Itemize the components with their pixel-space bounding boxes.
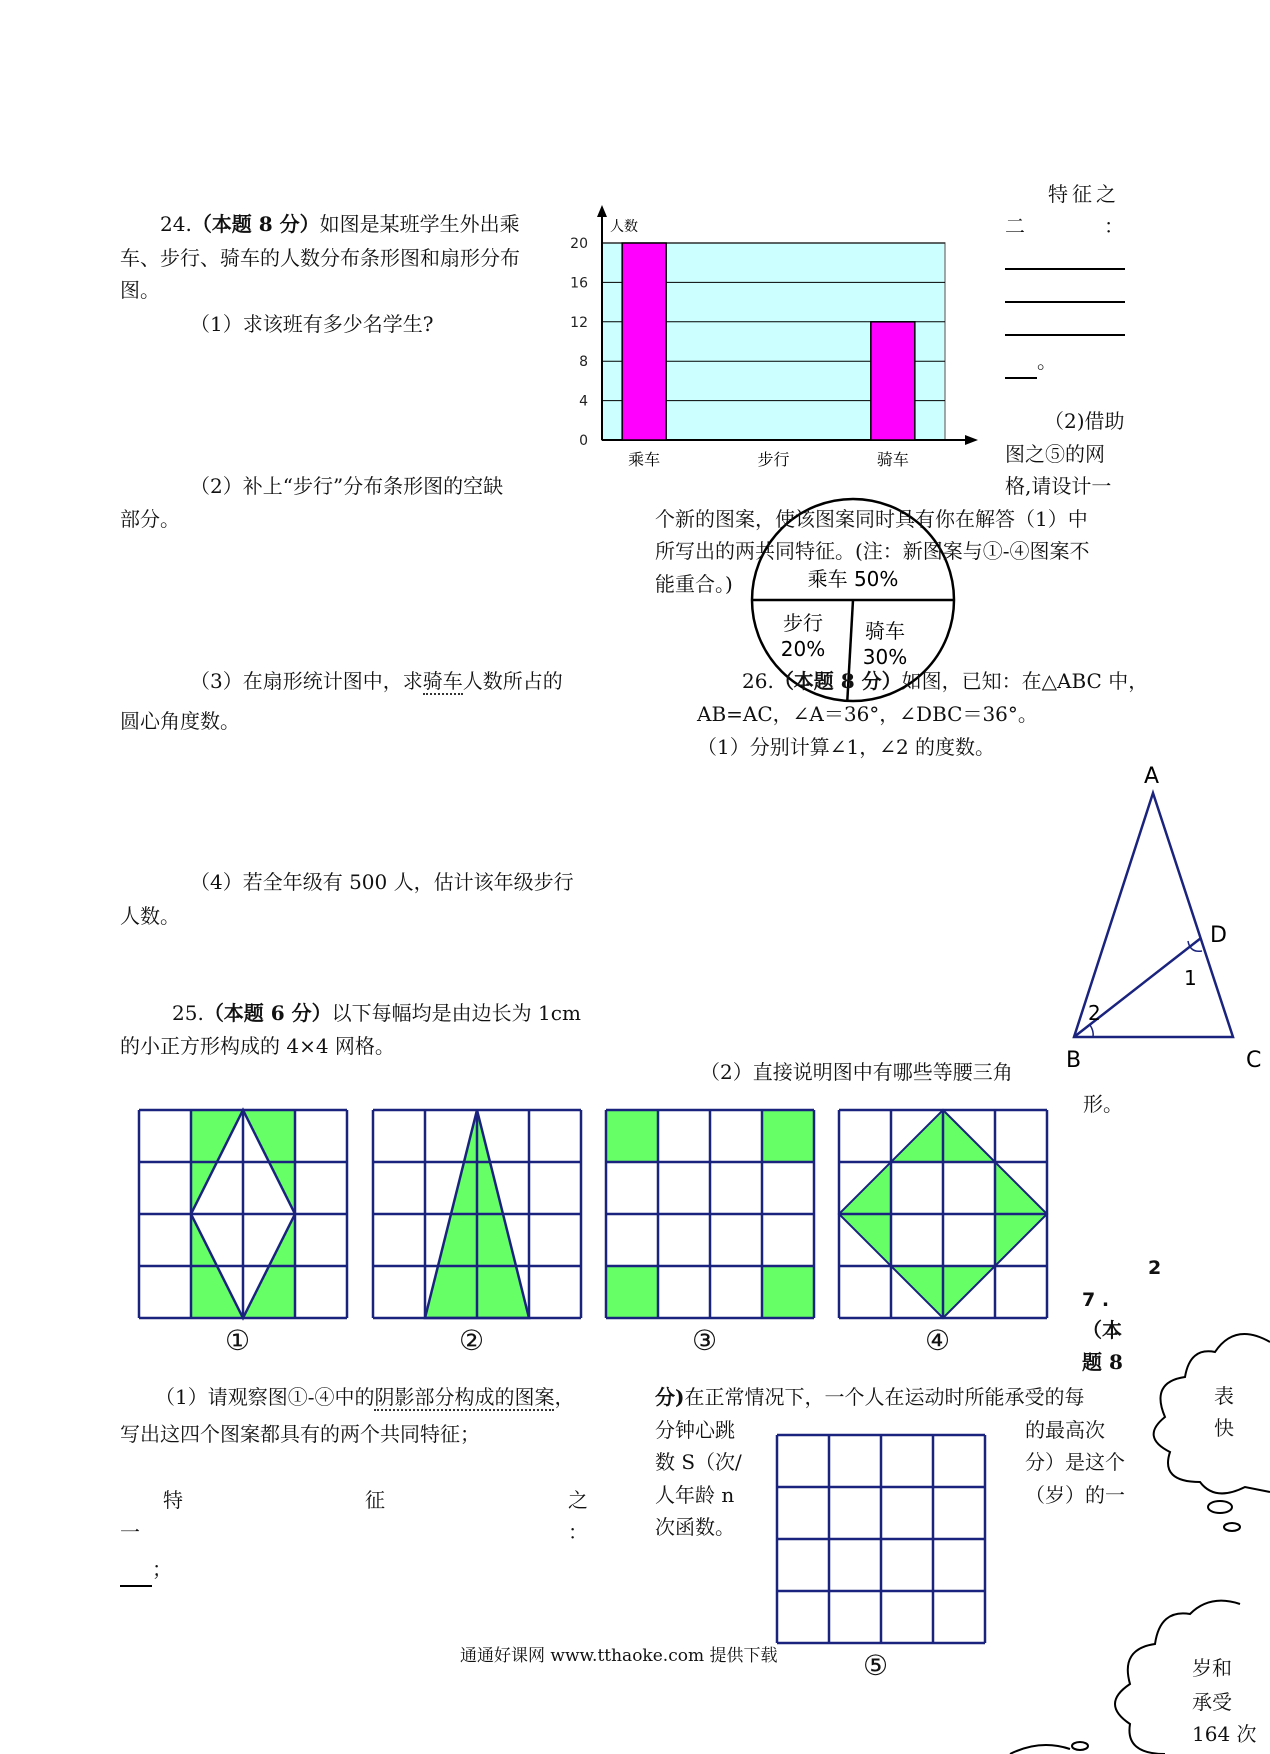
q26-line2: AB=AC，∠A＝36°，∠DBC＝36°。 [697,702,1038,726]
q27-line4b: （岁）的一 [1025,1483,1125,1507]
y-tick-label: 12 [570,314,588,331]
vertex-d-label: D [1210,923,1227,948]
cloud2-text-c: 164 次 [1192,1722,1257,1746]
q24-part4-line1: （4）若全年级有 500 人，估计该年级步行 [190,870,574,894]
page-footer: 通通好课网 www.tthaoke.com 提供下载 [460,1646,778,1666]
x-axis-arrow [965,435,978,445]
thought-cloud-1 [1140,1322,1270,1542]
pie-label-qiche-pct: 30% [862,645,908,669]
q25-intro-line2: 的小正方形构成的 4×4 网格。 [120,1034,395,1058]
q24-intro-line2: 车、步行、骑车的人数分布条形图和扇形分布 [120,246,520,270]
angle-1-label: 1 [1184,966,1197,990]
q27-line1: 分)在正常情况下，一个人在运动时所能承受的每 [655,1385,1085,1409]
q25-part2-line1: （2)借助 [1044,409,1125,433]
y-tick-label: 4 [579,393,588,410]
cloud1-text-b: 快 [1214,1416,1234,1440]
cloud1-text-a: 表 [1214,1384,1234,1408]
bar [871,322,915,440]
q27-number-a: 2 [1148,1257,1162,1279]
pie-label-buxing-pct: 20% [780,637,826,661]
y-tick-label: 16 [570,275,588,292]
q24-part1: （1）求该班有多少名学生? [190,312,434,336]
x-tick-label: 乘车 [628,450,661,469]
x-tick-label: 骑车 [876,450,909,469]
q25-part2-line6: 能重合。) [655,572,733,596]
triangle-figure [1060,764,1262,1075]
cloud2-text-a: 岁和 [1192,1656,1232,1680]
answer-line [1005,268,1125,270]
feature1-colon: ： [568,1520,588,1544]
q24-intro-line3: 图。 [120,278,160,302]
feature1-char4: 一 [120,1520,140,1544]
q25-part2-line2: 图之⑤的网 [1005,442,1105,466]
q25-part2-line5: 所写出的两共同特征。(注：新图案与①-④图案不 [655,539,1090,563]
q27-line2a: 分钟心跳 [655,1418,735,1442]
q24-part3-line1: （3）在扇形统计图中，求骑车人数所占的 [190,669,563,693]
grid-label-3: ③ [692,1324,718,1357]
y-tick-label: 8 [579,354,588,371]
feature1-char2: 征 [365,1488,385,1512]
vertex-c-label: C [1246,1048,1262,1073]
grid-label-4: ④ [925,1324,951,1357]
q27-bold-a: （本 [1082,1318,1122,1342]
pie-label-buxing: 步行 [783,611,823,635]
q26-part2: （2）直接说明图中有哪些等腰三角 [700,1060,1013,1084]
feature2-label-2: 二 [1005,214,1025,238]
feature2-end: 。 [1005,345,1057,379]
y-axis-label: 人数 [610,219,638,235]
q24-part4-line2: 人数。 [120,904,180,928]
q26-part1: （1）分别计算∠1，∠2 的度数。 [697,735,996,759]
q27-bold-b: 题 8 [1082,1350,1123,1374]
q27-line5: 次函数。 [655,1515,735,1539]
grid-label-2: ② [459,1324,485,1357]
q24-part2-line1: （2）补上“步行”分布条形图的空缺 [190,474,504,498]
y-tick-label: 0 [579,433,588,449]
feature1-char1: 特 [163,1488,183,1512]
pie-label-qiche: 骑车 [865,619,905,643]
y-tick-label: 20 [570,236,588,252]
answer-line [1005,334,1125,336]
feature1-char3: 之 [568,1488,588,1512]
q25-part1-line1: （1）请观察图①-④中的阴影部分构成的图案， [155,1385,575,1409]
q24-intro-line1: 24.（本题 8 分）如图是某班学生外出乘 [160,212,520,236]
grid-figure-3 [606,1110,816,1320]
q27-line2b: 的最高次 [1025,1418,1105,1442]
bar-chart [560,205,980,469]
q27-line4a: 人年龄 n [655,1483,735,1507]
q26-part2-end: 形。 [1083,1092,1123,1116]
bar [622,243,666,440]
q27-line3a: 数 S（次/ [655,1450,742,1474]
x-tick-label: 步行 [757,450,790,469]
pie-label-chengche: 乘车 50% [807,567,899,591]
feature1-end: ； [120,1553,172,1587]
grid-figure-2 [373,1110,583,1320]
angle-2-label: 2 [1088,1001,1101,1025]
q26-intro: 26.（本题 8 分）如图，已知：在△ABC 中， [742,669,1149,693]
q25-part2-line3: 格,请设计一 [1005,474,1112,498]
feature2-label: 特征之 [1048,182,1120,206]
grid-figure-1 [139,1110,349,1320]
grid-label-5: ⑤ [863,1649,889,1682]
feature2-colon: ： [1104,214,1124,238]
q25-part2-line4: 个新的图案，使该图案同时具有你在解答（1）中 [655,507,1088,531]
cloud2-text-b: 承受 [1192,1690,1232,1714]
angle-2-arc [1090,1025,1093,1037]
q24-part2-line2: 部分。 [120,507,180,531]
vertex-a-label: A [1144,764,1160,789]
q27-number-b: 7 . [1082,1289,1110,1311]
q25-part1-line2: 写出这四个图案都具有的两个共同特征； [120,1422,480,1446]
grid-figure-4 [839,1110,1049,1320]
grid-label-1: ① [225,1324,251,1357]
answer-line [1005,301,1125,303]
y-axis-arrow [597,205,607,217]
q27-line3b: 分）是这个 [1025,1450,1125,1474]
grid-figure-5 [777,1435,987,1645]
q24-part3-line2: 圆心角度数。 [120,709,240,733]
q25-intro-line1: 25.（本题 6 分）以下每幅均是由边长为 1cm [172,1001,581,1025]
vertex-b-label: B [1066,1048,1082,1073]
